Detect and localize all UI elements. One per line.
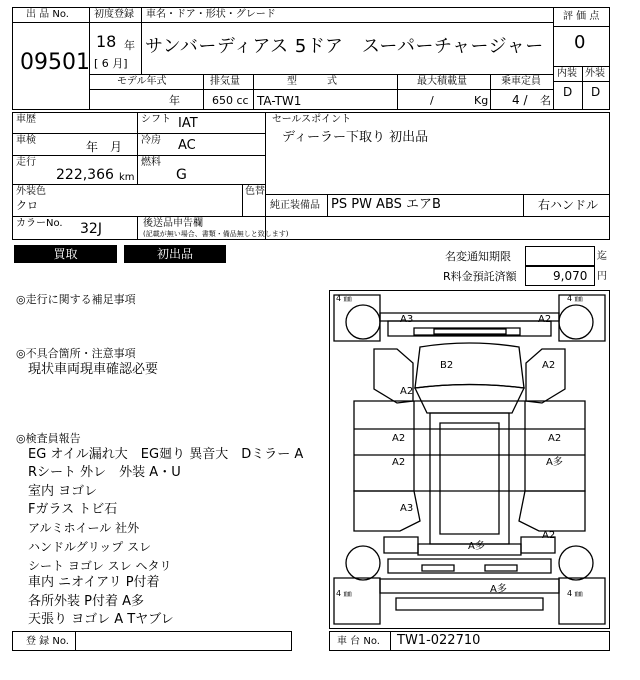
model-year-unit: 年 <box>169 94 180 107</box>
inspector-line: 室内 ヨゴレ <box>28 484 98 499</box>
damage-mark: A多 <box>546 457 563 468</box>
inspector-line: EG オイル漏れ大 EG廻り 異音大 Dミラー A <box>28 447 304 462</box>
name-change-deadline-field <box>525 246 595 266</box>
inspector-report-title: ◎検査員報告 <box>16 432 81 445</box>
inspector-line: 車内 ニオイアリ P付着 <box>28 575 160 590</box>
sales-point: ディーラー下取り 初出品 <box>282 130 429 145</box>
tire-depth-label: 4 ㎜ <box>567 294 583 303</box>
interior-score-label: 内装 <box>557 68 577 79</box>
steering: 右ハンドル <box>538 198 599 212</box>
tire-depth-label: 4 ㎜ <box>336 294 352 303</box>
exterior-color-label: 外装色 <box>16 186 46 197</box>
damage-mark: A2 <box>542 360 556 371</box>
damage-mark: A2 <box>392 433 406 444</box>
inspector-line: ハンドルグリップ スレ <box>28 540 152 554</box>
exterior-score-label: 外装 <box>585 68 605 79</box>
damage-mark: A2 <box>542 530 556 541</box>
score-label: 評 価 点 <box>563 11 600 22</box>
defects-title: ◎不具合箇所・注意事項 <box>16 347 136 360</box>
history-label: 車歴 <box>16 114 36 125</box>
damage-mark: A多 <box>468 541 485 552</box>
lot-number: 09501 <box>20 50 90 75</box>
car-outline <box>330 291 609 628</box>
damage-mark: A2 <box>392 457 406 468</box>
after-shipment-note: (記載が無い場合、書類・備品無しと致します) <box>143 230 289 238</box>
first-registration-month: [ 6 月] <box>94 57 128 70</box>
first-registration-year: 18 <box>96 32 117 51</box>
damage-mark: A2 <box>400 386 414 397</box>
name-change-label: 名変通知期限 <box>445 250 511 263</box>
max-load: / <box>430 94 434 107</box>
year-unit: 年 <box>124 39 135 52</box>
damage-mark: A3 <box>400 314 414 325</box>
inspector-line: Rシート 外レ 外装 A・U <box>28 465 181 480</box>
buy-tag: 買取 <box>14 245 117 263</box>
fuel-label: 燃料 <box>141 157 161 168</box>
equipment: PS PW ABS エアB <box>331 197 441 212</box>
exterior-color: クロ <box>16 199 38 212</box>
damage-mark: A2 <box>548 433 562 444</box>
car-diagram <box>329 290 610 629</box>
recycle-fee-label: R料金預託済額 <box>443 270 517 283</box>
car-name-label: 車名・ドア・形状・グレード <box>146 9 276 20</box>
damage-mark: A多 <box>490 584 507 595</box>
first-listing-tag: 初出品 <box>124 245 226 263</box>
damage-mark: A2 <box>538 314 552 325</box>
chassis-number: TW1-022710 <box>397 633 481 648</box>
model-year-label: モデル年式 <box>117 76 167 87</box>
sales-point-label: セールスポイント <box>272 114 352 125</box>
max-load-label: 最大積載量 <box>417 76 467 87</box>
lot-number-label: 出 品 No. <box>26 9 69 20</box>
inspector-line: アルミホイール 社外 <box>28 521 140 535</box>
inspector-line: シート ヨゴレ スレ ヘタリ <box>28 559 172 573</box>
defects-line: 現状車両現車確認必要 <box>28 362 159 377</box>
damage-mark: A3 <box>400 503 414 514</box>
mileage: 222,366 <box>56 167 114 183</box>
inspection-label: 車検 <box>16 135 36 146</box>
color-number: 32J <box>80 221 102 237</box>
exterior-score: D <box>591 85 601 99</box>
mileage-label: 走行 <box>16 157 36 168</box>
score: 0 <box>574 32 586 53</box>
ac: AC <box>178 138 196 153</box>
driving-notes-title: ◎走行に関する補足事項 <box>16 293 136 306</box>
inspector-line: 各所外装 P付着 A多 <box>28 594 144 609</box>
first-registration-label: 初度登録 <box>94 9 134 20</box>
chassis-number-label: 車 台 No. <box>337 636 380 647</box>
capacity: 4 / <box>512 93 528 107</box>
displacement-label: 排気量 <box>210 76 240 87</box>
fuel: G <box>176 167 187 183</box>
recycle-fee: 9,070 <box>553 269 588 283</box>
registration-number-label: 登 録 No. <box>26 636 69 647</box>
tire-depth-label: 4 ㎜ <box>336 589 352 598</box>
color-number-label: カラーNo. <box>16 218 63 229</box>
type-code: TA-TW1 <box>257 94 302 108</box>
inspection-value: 年 月 <box>86 140 123 154</box>
capacity-label: 乗車定員 <box>501 76 541 87</box>
recycle-fee-unit: 円 <box>597 271 607 282</box>
max-load-unit: Kg <box>474 94 489 107</box>
name-change-unit: 迄 <box>597 251 607 262</box>
inspector-line: 天張り ヨゴレ A Tヤブレ <box>28 612 174 627</box>
equipment-label: 純正装備品 <box>270 200 320 211</box>
interior-score: D <box>563 85 573 99</box>
repaint-label: 色替 <box>245 186 265 197</box>
car-name: サンバーディアス 5ドア スーパーチャージャー <box>145 36 544 57</box>
after-shipment-label: 後送品申告欄 <box>143 218 203 229</box>
type-label: 型 式 <box>287 76 337 87</box>
tire-depth-label: 4 ㎜ <box>567 589 583 598</box>
mileage-unit: km <box>119 172 135 183</box>
inspector-line: Fガラス トビ石 <box>28 502 118 517</box>
displacement: 650 cc <box>212 94 249 107</box>
capacity-unit: 名 <box>540 94 551 107</box>
damage-mark: B2 <box>440 360 454 371</box>
shift-label: シフト <box>141 114 171 125</box>
shift: IAT <box>178 116 198 131</box>
ac-label: 冷房 <box>141 135 161 146</box>
